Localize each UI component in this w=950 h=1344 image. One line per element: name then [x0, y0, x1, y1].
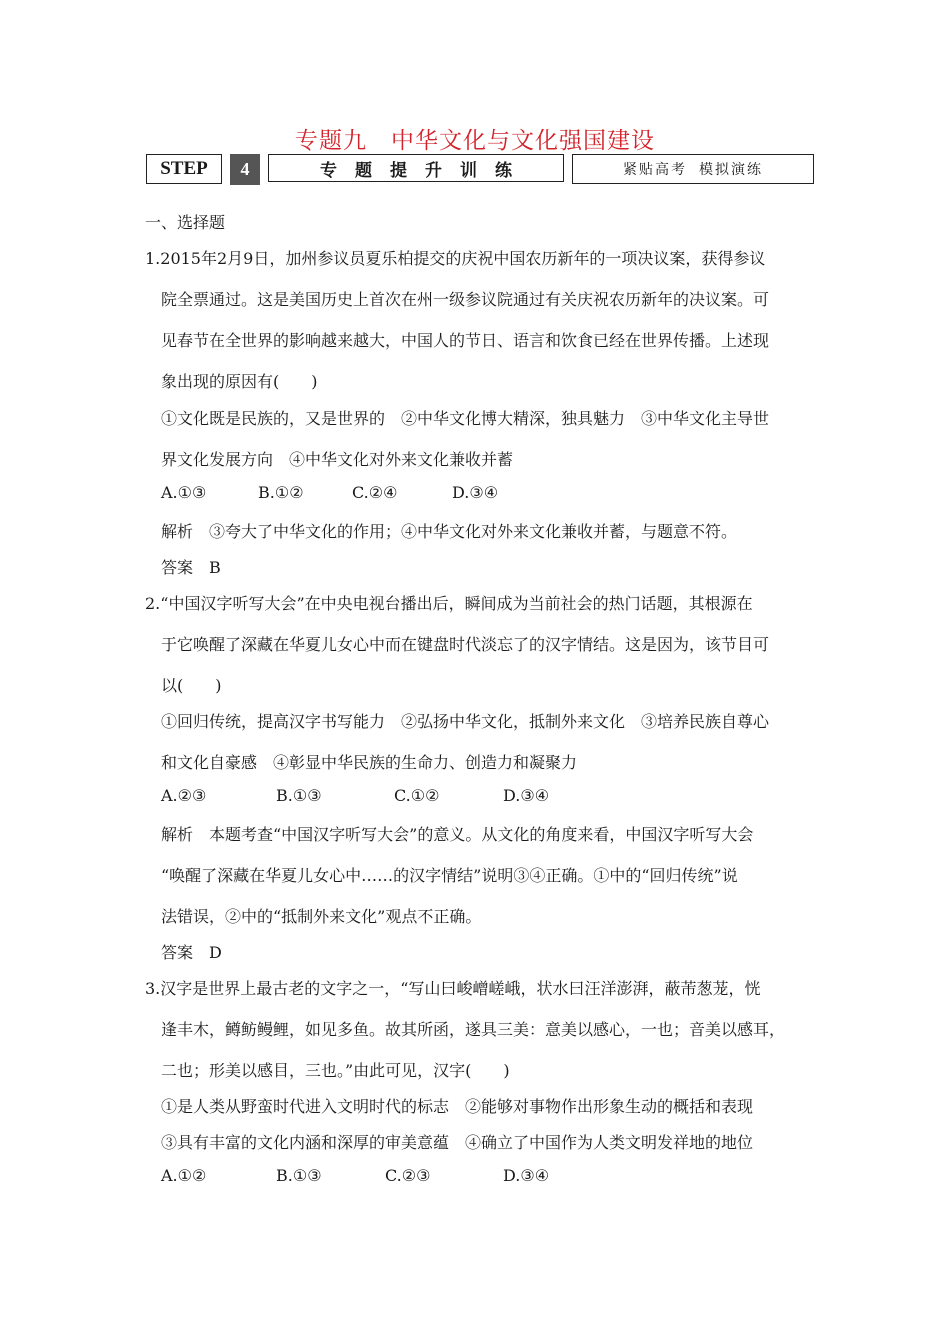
question-2-text-line-3: 以( ) — [161, 676, 222, 695]
question-3-text-line-3: 二也；形美以感目，三也。”由此可见，汉字( ) — [161, 1061, 510, 1080]
question-2-answer: 答案 D — [161, 943, 222, 962]
step-label: STEP — [146, 154, 222, 184]
section-heading: 一、选择题 — [145, 213, 226, 232]
question-2-choice-b: B.①③ — [276, 786, 322, 805]
subtitle-part-1: 紧贴高考 — [623, 162, 687, 178]
question-3-choice-b: B.①③ — [276, 1166, 322, 1185]
question-3-text-line-1: 3.汉字是世界上最古老的文字之一，“写山曰峻嶒嵯峨，状水曰汪洋澎湃，蔽芾葱茏，恍 — [145, 979, 761, 998]
question-3-options-line-1: ①是人类从野蛮时代进入文明时代的标志 ②能够对事物作出形象生动的概括和表现 — [161, 1097, 754, 1116]
question-3-choice-d: D.③④ — [503, 1166, 550, 1185]
step-number-badge: 4 — [230, 154, 260, 185]
question-1-choice-b: B.①② — [258, 483, 304, 502]
page-title: 专题九 中华文化与文化强国建设 — [295, 128, 655, 154]
question-3-options-line-2: ③具有丰富的文化内涵和深厚的审美意蕴 ④确立了中国作为人类文明发祥地的地位 — [161, 1133, 754, 1152]
question-2-analysis-line-3: 法错误，②中的“抵制外来文化”观点不正确。 — [161, 907, 482, 926]
question-2-choice-d: D.③④ — [503, 786, 550, 805]
section-banner-subtitle — [572, 154, 814, 184]
question-1-choice-c: C.②④ — [352, 483, 398, 502]
question-1-options-line-1: ①文化既是民族的，又是世界的 ②中华文化博大精深，独具魅力 ③中华文化主导世 — [161, 409, 770, 428]
question-1-answer: 答案 B — [161, 558, 221, 577]
question-2-choice-c: C.①② — [394, 786, 440, 805]
question-3-choice-a: A.①② — [161, 1166, 207, 1185]
question-2-options-line-2: 和文化自豪感 ④彰显中华民族的生命力、创造力和凝聚力 — [161, 753, 578, 772]
question-2-analysis-line-2: “唤醒了深藏在华夏儿女心中……的汉字情结”说明③④正确。①中的“回归传统”说 — [161, 866, 738, 885]
question-3-text-line-2: 逢丰木，鳟鲂鳗鲤，如见多鱼。故其所函，遂具三美：意美以感心，一也；音美以感耳， — [161, 1020, 786, 1039]
question-1-analysis: 解析 ③夸大了中华文化的作用；④中华文化对外来文化兼收并蓄，与题意不符。 — [161, 522, 738, 541]
subtitle-part-2: 模拟演练 — [699, 162, 763, 178]
question-1-text-line-2: 院全票通过。这是美国历史上首次在州一级参议院通过有关庆祝农历新年的决议案。可 — [161, 290, 770, 309]
question-1-text-line-4: 象出现的原因有( ) — [161, 372, 318, 391]
question-1-choice-d: D.③④ — [452, 483, 499, 502]
section-banner-title: 专题提升训练 — [268, 154, 564, 182]
question-2-text-line-1: 2.“中国汉字听写大会”在中央电视台播出后，瞬间成为当前社会的热门话题，其根源在 — [145, 594, 753, 613]
question-2-text-line-2: 于它唤醒了深藏在华夏儿女心中而在键盘时代淡忘了的汉字情结。这是因为，该节目可 — [161, 635, 770, 654]
question-2-choice-a: A.②③ — [161, 786, 207, 805]
question-3-choice-c: C.②③ — [385, 1166, 431, 1185]
question-2-analysis-line-1: 解析 本题考查“中国汉字听写大会”的意义。从文化的角度来看，中国汉字听写大会 — [161, 825, 754, 844]
question-1-options-line-2: 界文化发展方向 ④中华文化对外来文化兼收并蓄 — [161, 450, 514, 469]
question-1-choice-a: A.①③ — [161, 483, 207, 502]
question-1-text-line-1: 1.2015年2月9日，加州参议员夏乐柏提交的庆祝中国农历新年的一项决议案，获得参议 — [145, 249, 766, 268]
question-2-options-line-1: ①回归传统，提高汉字书写能力 ②弘扬中华文化，抵制外来文化 ③培养民族自尊心 — [161, 712, 770, 731]
question-1-text-line-3: 见春节在全世界的影响越来越大，中国人的节日、语言和饮食已经在世界传播。上述现 — [161, 331, 770, 350]
